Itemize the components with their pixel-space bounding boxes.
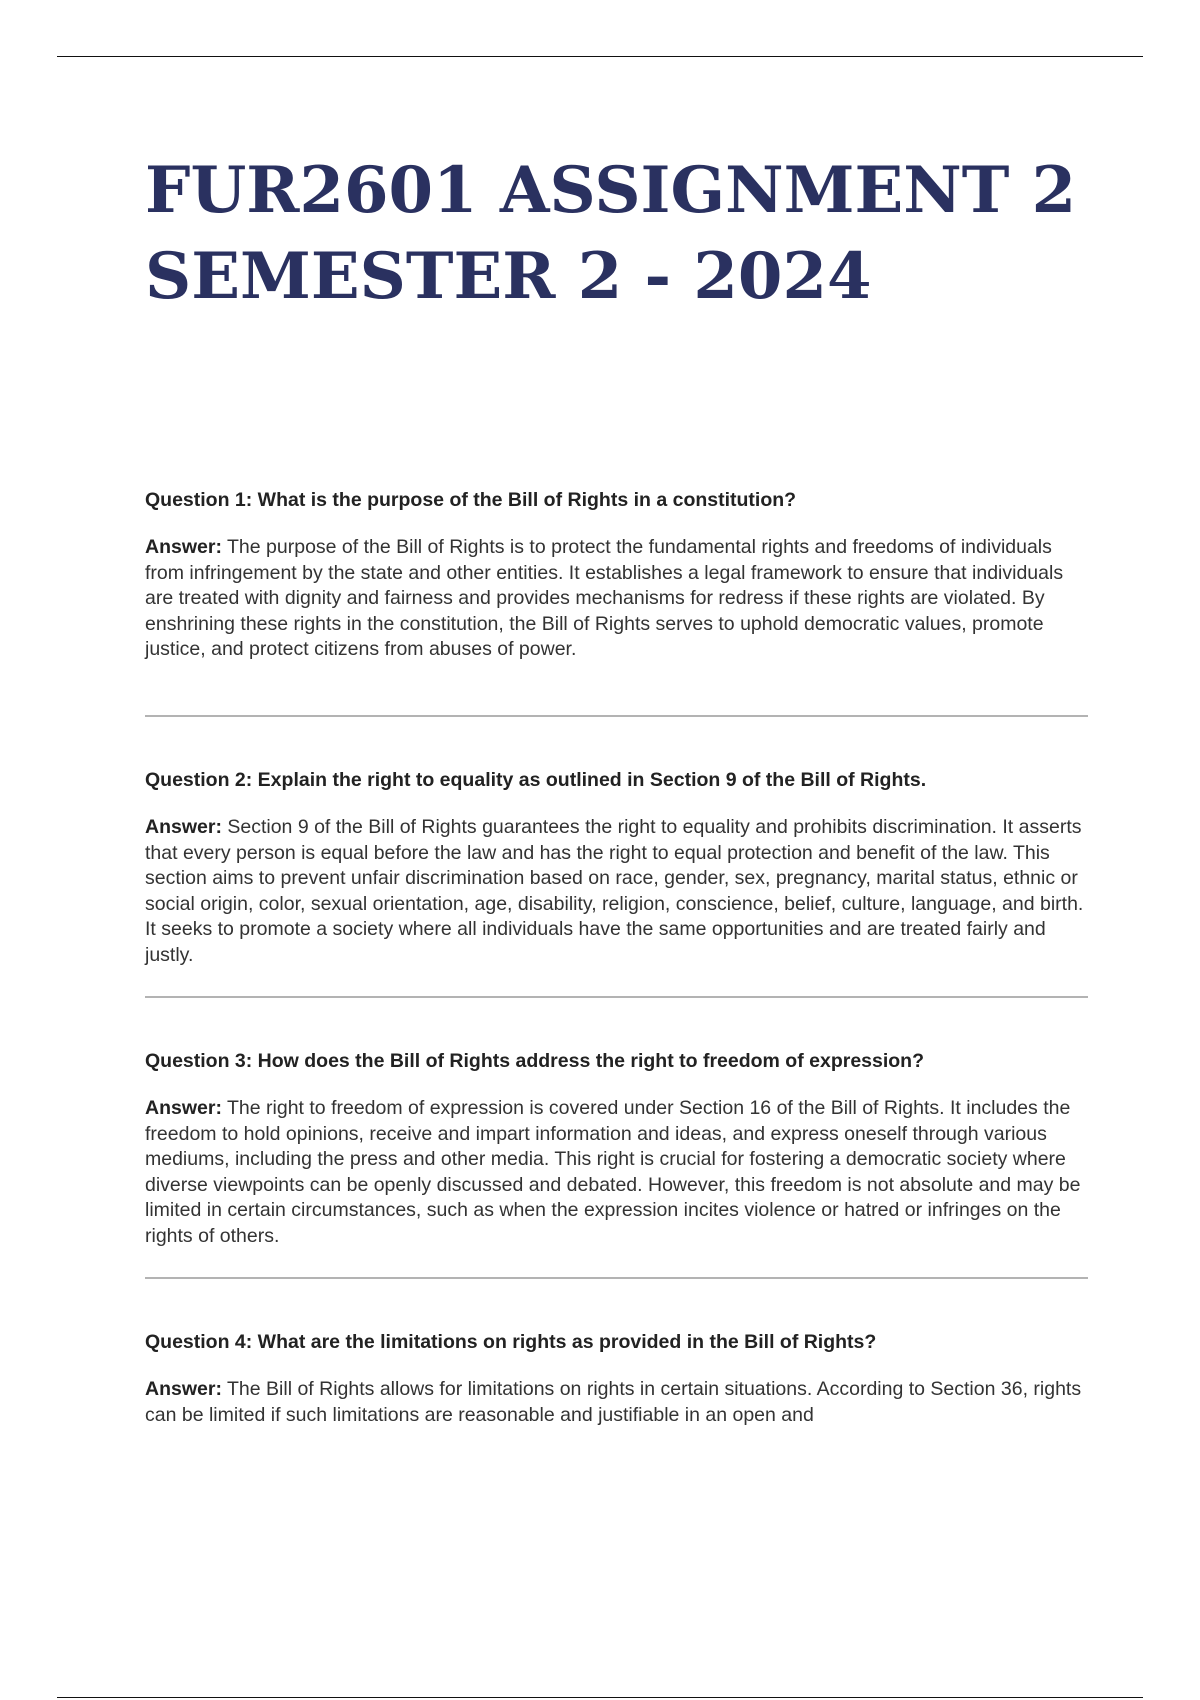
- bottom-rule: [57, 1697, 1143, 1698]
- title-line-2: SEMESTER 2 - 2024: [145, 239, 872, 314]
- title-line-1: FUR2601 ASSIGNMENT 2: [145, 153, 1077, 228]
- section-divider: [145, 1277, 1088, 1279]
- section-divider: [145, 715, 1088, 717]
- answer-text: Section 9 of the Bill of Rights guarantees the right to equality and prohibits discrimination. It asserts that every person is equal before the law and has the right to equal protection and benefit of the law. This section aims to prevent unfair discrimination based on race, gender, sex, pregnancy, marital status, ethnic or social origin, color, sexual orientation, age, disability, religion, conscience, belief, culture, language, and birth. It seeks to promote a society where all individuals have the same opportunities and are treated fairly and justly.: [145, 816, 1084, 966]
- answer-paragraph: [145, 1377, 1090, 1428]
- qa-block-1: [145, 487, 1090, 663]
- answer-label: Answer:: [145, 536, 222, 558]
- question-heading: Question 2: Explain the right to equality as outlined in Section 9 of the Bill of Rights.: [145, 769, 927, 791]
- qa-block-3: [145, 1048, 1090, 1249]
- qa-block-4: [145, 1329, 1090, 1428]
- answer-paragraph: [145, 1096, 1090, 1249]
- answer-label: Answer:: [145, 1097, 222, 1119]
- answer-label: Answer:: [145, 816, 222, 838]
- question-heading: Question 1: What is the purpose of the Bill of Rights in a constitution?: [145, 489, 797, 511]
- answer-label: Answer:: [145, 1378, 222, 1400]
- answer-paragraph: [145, 815, 1090, 968]
- qa-block-2: [145, 767, 1090, 968]
- section-divider: [145, 996, 1088, 998]
- top-rule: [57, 56, 1143, 57]
- answer-paragraph: [145, 535, 1090, 663]
- question-heading: Question 4: What are the limitations on rights as provided in the Bill of Rights?: [145, 1331, 877, 1353]
- answer-text: The right to freedom of expression is covered under Section 16 of the Bill of Rights. It includes the freedom to hold opinions, receive and impart information and ideas, and express oneself through various mediums, including the press and other media. This right is crucial for fostering a democratic society where diverse viewpoints can be openly discussed and debated. However, this freedom is not absolute and may be limited in certain circumstances, such as when the expression incites violence or hatred or infringes on the rights of others.: [145, 1097, 1081, 1247]
- question-heading: Question 3: How does the Bill of Rights address the right to freedom of expression?: [145, 1050, 925, 1072]
- answer-text: The Bill of Rights allows for limitations on rights in certain situations. According to Section 36, rights can be limited if such limitations are reasonable and justifiable in an open and: [145, 1378, 1082, 1426]
- document-title: [145, 148, 1105, 320]
- answer-text: The purpose of the Bill of Rights is to protect the fundamental rights and freedoms of individuals from infringement by the state and other entities. It establishes a legal framework to ensure that individuals are treated with dignity and fairness and provides mechanisms for redress if these rights are violated. By enshrining these rights in the constitution, the Bill of Rights serves to uphold democratic values, promote justice, and protect citizens from abuses of power.: [145, 536, 1064, 660]
